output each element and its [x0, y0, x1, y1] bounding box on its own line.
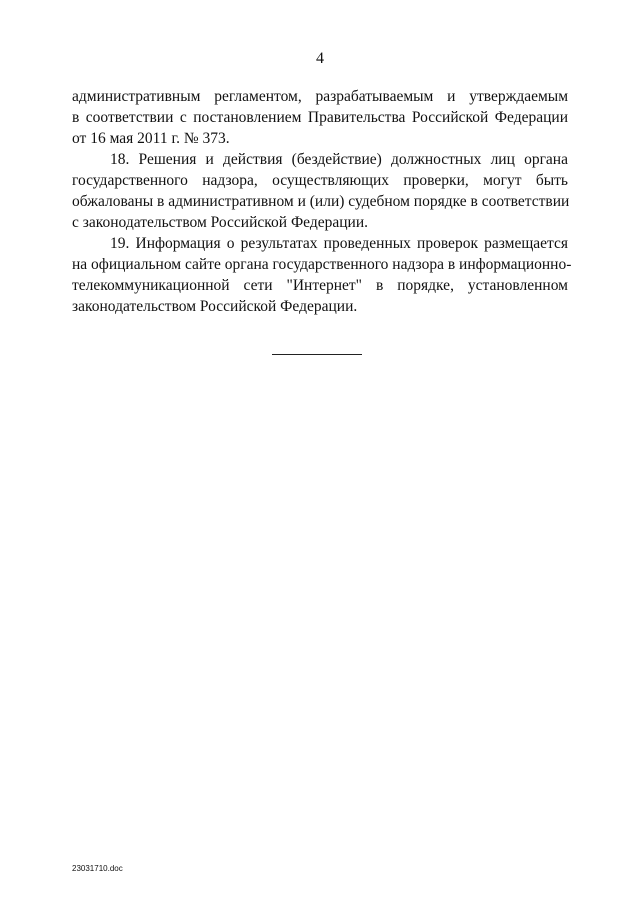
- page-number: 4: [316, 50, 324, 67]
- text-line: административным регламентом, разрабатываемым и утверждаемым: [72, 88, 568, 105]
- paragraph-18-line: 18. Решения и действия (бездействие) должностных лиц органа: [110, 151, 568, 168]
- paragraph-19-line: 19. Информация о результатах проведенных проверок размещается: [110, 235, 568, 252]
- text-line: законодательством Российской Федерации.: [72, 298, 358, 315]
- text-line: на официальном сайте органа государственного надзора в информационно-: [72, 256, 572, 273]
- text-line: в соответствии с постановлением Правительства Российской Федерации: [72, 109, 568, 126]
- footer-doc-id: 23031710.doc: [72, 864, 123, 873]
- text-line: обжалованы в административном и (или) судебном порядке в соответствии: [72, 193, 570, 210]
- text-line: телекоммуникационной сети "Интернет" в порядке, установленном: [72, 277, 568, 294]
- document-body: [72, 86, 572, 317]
- text-line: с законодательством Российской Федерации.: [72, 214, 369, 231]
- separator-line: [272, 354, 362, 355]
- text-line: от 16 мая 2011 г. № 373.: [72, 130, 230, 147]
- text-line: государственного надзора, осуществляющих проверки, могут быть: [72, 172, 568, 189]
